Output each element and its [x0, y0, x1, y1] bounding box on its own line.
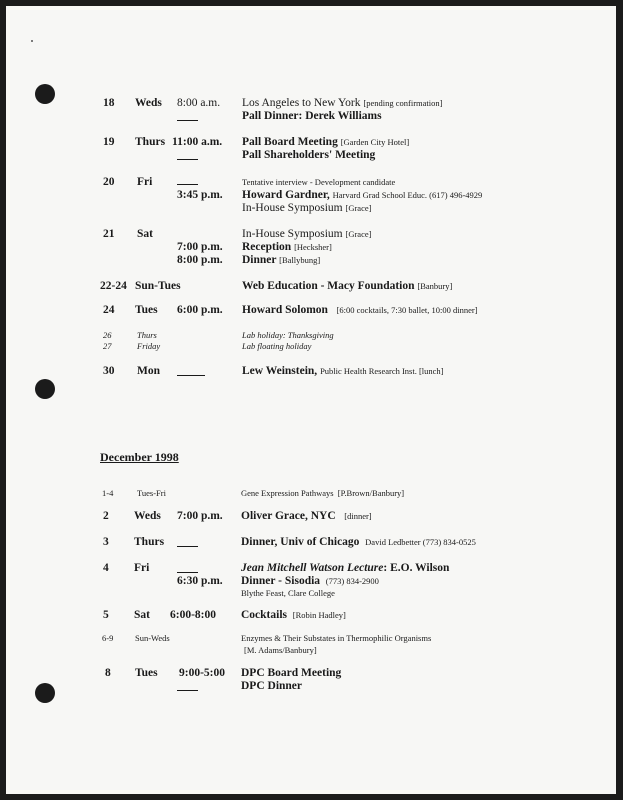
entry-title: Cocktails [Robin Hadley]: [241, 609, 346, 621]
punch-hole-middle: [35, 379, 55, 399]
entry-title: Dinner, Univ of Chicago David Ledbetter (773) 834-0525: [241, 536, 476, 548]
entry-detail: Dinner [Ballybung]: [242, 254, 321, 266]
punch-hole-bottom: [35, 683, 55, 703]
entry-weekday: Thurs: [134, 536, 165, 548]
entry-day: 8: [105, 667, 111, 679]
punch-hole-top: [35, 84, 55, 104]
entry-time: 7:00 p.m.: [177, 510, 223, 522]
entry-weekday: Fri: [134, 562, 150, 574]
entry-weekday: Sat: [134, 609, 150, 621]
entry-time: 6:00 p.m.: [177, 304, 223, 316]
entry-weekday: Tues-Fri: [137, 488, 166, 498]
entry-title: Lab holiday: Thanksgiving: [242, 330, 334, 340]
entry-weekday: Friday: [137, 341, 161, 351]
entry-title: Howard Solomon [6:00 cocktails, 7:30 ballet, 10:00 dinner]: [242, 304, 478, 316]
entry-time: 8:00 p.m.: [177, 254, 223, 266]
entry-weekday: Sun-Tues: [135, 280, 181, 292]
entry-day: 4: [103, 562, 109, 574]
entry-day: 21: [103, 228, 115, 240]
entry-day: 1-4: [102, 488, 114, 498]
entry-detail: In-House Symposium [Grace]: [242, 202, 372, 214]
entry-title: DPC Board Meeting: [241, 667, 342, 679]
entry-weekday: Thurs: [137, 330, 157, 340]
entry-day: 2: [103, 510, 109, 522]
entry-day: 6-9: [102, 633, 114, 643]
entry-title: Lab floating holiday: [242, 341, 312, 351]
time-blank-line: [177, 572, 198, 573]
entry-title: Los Angeles to New York [pending confirmation]: [242, 97, 443, 109]
time-blank-line: [177, 375, 205, 376]
entry-weekday: Weds: [135, 97, 162, 109]
entry-time: 3:45 p.m.: [177, 189, 223, 201]
entry-detail: Pall Shareholders' Meeting: [242, 149, 376, 161]
entry-weekday: Weds: [134, 510, 161, 522]
entry-time: 6:30 p.m.: [177, 575, 223, 587]
entry-title: Jean Mitchell Watson Lecture: E.O. Wilson: [241, 562, 450, 574]
entry-detail: Howard Gardner, Harvard Grad School Educ. (617) 496-4929: [242, 189, 483, 201]
entry-detail: Reception [Hecksher]: [242, 241, 332, 253]
entry-title: Enzymes & Their Substates in Thermophilic Organisms: [241, 633, 432, 643]
entry-detail: DPC Dinner: [241, 680, 303, 692]
time-blank-line: [177, 120, 198, 121]
time-blank-line: [177, 690, 198, 691]
entry-day: 3: [103, 536, 109, 548]
entry-day: 5: [103, 609, 109, 621]
entry-detail: Pall Dinner: Derek Williams: [242, 110, 382, 122]
entry-weekday: Sat: [137, 228, 153, 240]
entry-time: 9:00-5:00: [179, 667, 225, 679]
entry-title: Web Education - Macy Foundation [Banbury]: [242, 280, 453, 292]
entry-weekday: Mon: [137, 365, 160, 377]
time-blank-line: [177, 159, 198, 160]
entry-weekday: Tues: [135, 667, 158, 679]
section-heading: December 1998: [100, 450, 179, 464]
entry-title: Tentative interview - Development candidate: [242, 177, 396, 187]
time-blank-line: [177, 546, 198, 547]
entry-day: 20: [103, 176, 115, 188]
entry-day: 24: [103, 304, 115, 316]
entry-time: 6:00-8:00: [170, 609, 216, 621]
entry-detail: [M. Adams/Banbury]: [244, 645, 317, 655]
entry-day: 18: [103, 97, 115, 109]
entry-time: 8:00 a.m.: [177, 97, 221, 109]
entry-weekday: Thurs: [135, 136, 166, 148]
entry-weekday: Tues: [135, 304, 158, 316]
entry-weekday: Sun-Weds: [135, 633, 170, 643]
entry-title: In-House Symposium [Grace]: [242, 228, 372, 240]
entry-day: 22-24: [100, 280, 127, 292]
entry-day: 27: [103, 341, 112, 351]
entry-weekday: Fri: [137, 176, 153, 188]
time-blank-line: [177, 184, 198, 185]
document-page: [6, 6, 616, 794]
entry-day: 26: [103, 330, 112, 340]
entry-title: Pall Board Meeting [Garden City Hotel]: [242, 136, 410, 148]
entry-day: 19: [103, 136, 115, 148]
entry-title: Oliver Grace, NYC [dinner]: [241, 510, 372, 522]
entry-time: 11:00 a.m.: [172, 136, 223, 148]
entry-title: Gene Expression Pathways [P.Brown/Banbury]: [241, 488, 405, 498]
entry-time: 7:00 p.m.: [177, 241, 223, 253]
entry-day: 30: [103, 365, 115, 377]
entry-title: Lew Weinstein, Public Health Research Inst. [lunch]: [242, 365, 444, 377]
paper-speck: [31, 40, 33, 42]
entry-detail: Blythe Feast, Clare College: [241, 588, 335, 598]
entry-detail: Dinner - Sisodia (773) 834-2900: [241, 575, 379, 587]
